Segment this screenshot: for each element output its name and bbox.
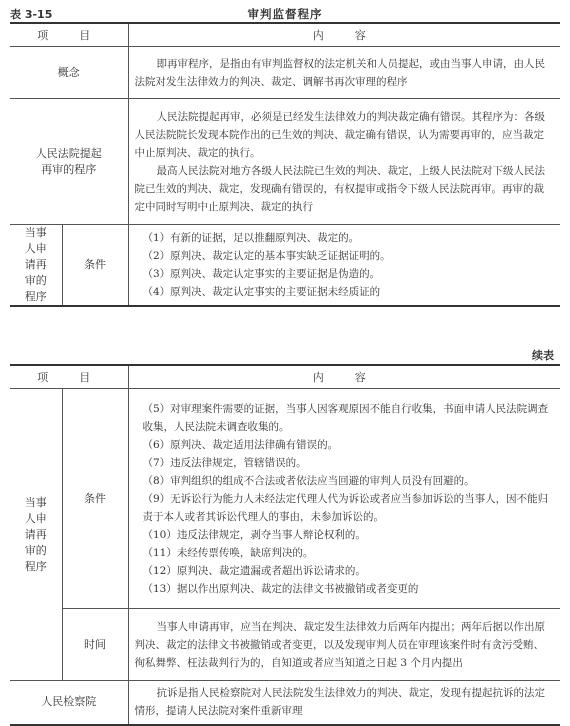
party-label-line: 人申 bbox=[24, 242, 47, 255]
procuratorate-label: 人民检察院 bbox=[10, 681, 128, 725]
party-label bbox=[10, 225, 62, 307]
condition-item: （2）原判决、裁定认定的基本事实缺乏证据证明的。 bbox=[142, 250, 391, 262]
procuratorate-text: 抗诉是指人民检察院对人民法院发生法律效力的判决、裁定，发现有提起抗诉的法定情形，提请人民法院对案件重新审理 bbox=[134, 687, 545, 718]
party-label-line: 请再 bbox=[24, 258, 47, 271]
party-label-line: 程序 bbox=[24, 559, 47, 573]
procuratorate-cell bbox=[128, 681, 560, 725]
party-label-line: 当事 bbox=[24, 226, 47, 239]
condition-item: （13）据以作出原判决、裁定的法律文书被撤销或者变更的 bbox=[142, 582, 419, 595]
condition-item: （3）原判决、裁定认定事实的主要证据是伪造的。 bbox=[142, 268, 381, 280]
procedure-table-part2 bbox=[10, 364, 560, 726]
court-para2: 最高人民法院对地方各级人民法院已生效的判决、裁定，上级人民法院对下级人民法院已生效的判决、裁定，发现确有错误的，有权提审或指令下级人民法院再审。再审的裁定中同时写明中止原判决、裁定的执行 bbox=[134, 164, 545, 213]
table-row-party-time bbox=[10, 609, 560, 681]
header-content: 内 容 bbox=[128, 365, 560, 389]
condition-item: （7）违反法律规定，管辖错误的。 bbox=[142, 456, 307, 469]
time-cell bbox=[128, 609, 560, 681]
party-label bbox=[10, 389, 62, 681]
table-number: 表 3-15 bbox=[10, 8, 53, 21]
table-row-party-conditions bbox=[10, 389, 560, 609]
table-row-court bbox=[10, 99, 560, 225]
condition-item: （12）原判决、裁定遗漏或者超出诉讼请求的。 bbox=[142, 564, 366, 577]
court-para1: 人民法院提起再审，必须是已经发生法律效力的判决裁定确有错误。其程序为：各级人民法院院长发现本院作出的已生效的判决、裁定确有错误，认为需要再审的，应当裁定中止原判决、裁定的执行。 bbox=[134, 110, 545, 159]
time-text: 当事人申请再审，应当在判决、裁定发生法律效力后两年内提出；两年后据以作出原判决、裁定的法律文书被撤销或者变更，以及发现审判人员在审理该案件时有贪污受贿、徇私舞弊、枉法裁判行为的，自知道或者应当知道之日起 3 个月内提出 bbox=[134, 620, 545, 669]
header-content: 内 容 bbox=[128, 23, 560, 47]
concept-text: 即再审程序，是指由有审判监督权的法定机关和人员提起，或由当事人申请，由人民法院对发生法律效力的判决、裁定、调解书再次审理的程序 bbox=[134, 57, 545, 88]
table-title: 审判监督程序 bbox=[247, 7, 323, 21]
court-cell bbox=[128, 99, 560, 225]
condition-label: 条件 bbox=[62, 389, 128, 609]
table-header-row bbox=[10, 23, 560, 47]
table-header-row bbox=[10, 365, 560, 389]
court-label bbox=[10, 99, 128, 225]
condition-item: （11）未经传票传唤，缺席判决的。 bbox=[142, 546, 314, 559]
condition-item: （1）有新的证据，足以推翻原判决、裁定的。 bbox=[142, 232, 360, 244]
procedure-table-part1 bbox=[10, 22, 560, 307]
condition-item: （9）无诉讼行为能力人未经法定代理人代为诉讼或者应当参加诉讼的当事人，因不能归责于本人或者其诉讼代理人的事由，未参加诉讼的。 bbox=[142, 492, 549, 523]
condition-item: （4）原判决、裁定认定事实的主要证据未经质证的 bbox=[142, 286, 381, 298]
table-row-party-conditions bbox=[10, 225, 560, 307]
condition-cell bbox=[128, 225, 560, 307]
party-label-line: 人申 bbox=[24, 511, 47, 525]
condition-item: （5）对审理案件需要的证据，当事人因客观原因不能自行收集，书面申请人民法院调查收集，人民法院未调查收集的。 bbox=[142, 402, 549, 433]
party-label-line: 请再 bbox=[24, 527, 47, 541]
party-label-line: 审的 bbox=[24, 543, 47, 557]
condition-cell bbox=[128, 389, 560, 609]
court-label-line1: 人民法院提起 bbox=[35, 146, 102, 160]
condition-item: （6）原判决、裁定适用法律确有错误的。 bbox=[142, 438, 339, 451]
party-label-line: 当事 bbox=[24, 495, 47, 509]
header-item: 项 目 bbox=[10, 23, 128, 47]
table-row-procuratorate bbox=[10, 681, 560, 725]
condition-item: （10）违反法律规定，剥夺当事人辩论权利的。 bbox=[142, 528, 366, 541]
table-row-concept bbox=[10, 47, 560, 99]
condition-item: （8）审判组织的组成不合法或者依法应当回避的审判人员没有回避的。 bbox=[142, 474, 475, 487]
time-label: 时间 bbox=[62, 609, 128, 681]
table-title-row bbox=[10, 4, 560, 24]
continued-label: 续表 bbox=[532, 349, 554, 362]
court-label-line2: 再审的程序 bbox=[41, 162, 97, 176]
party-label-line: 审的 bbox=[24, 274, 47, 287]
header-item: 项 目 bbox=[10, 365, 128, 389]
concept-label: 概念 bbox=[10, 47, 128, 99]
condition-label: 条件 bbox=[62, 225, 128, 307]
party-label-line: 程序 bbox=[24, 290, 47, 303]
concept-cell bbox=[128, 47, 560, 99]
